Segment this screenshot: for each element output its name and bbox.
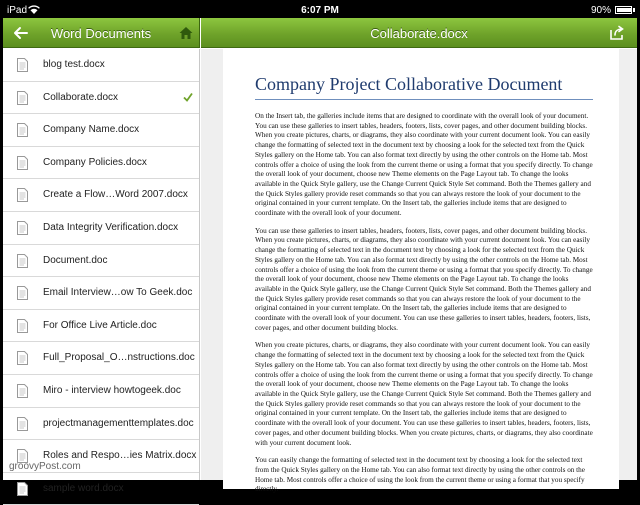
file-list-item[interactable] (3, 408, 199, 441)
file-list (3, 49, 200, 494)
battery-percent: 90% (590, 5, 611, 16)
document-file-icon (17, 123, 28, 137)
document-file-icon (17, 482, 28, 496)
checkmark-icon (183, 92, 193, 102)
file-list-item[interactable] (3, 147, 199, 180)
file-name: Email Interview…ow To Geek.doc (43, 287, 193, 299)
file-name: Document.doc (43, 254, 108, 266)
document-title-bar: Collaborate.docx (370, 26, 468, 41)
file-name: Roles and Respo…ies Matrix.docx (43, 450, 197, 462)
file-name: Miro - interview howtogeek.doc (43, 384, 181, 396)
file-name: Full_Proposal_O…nstructions.doc (43, 352, 195, 364)
file-name: sample word.docx (43, 482, 124, 494)
file-list-item[interactable] (3, 375, 199, 408)
document-file-icon (17, 254, 28, 268)
file-list-item[interactable] (3, 82, 199, 115)
status-bar (3, 3, 637, 18)
carrier-label: iPad (7, 5, 28, 16)
document-page (223, 49, 619, 494)
document-file-icon (17, 91, 28, 105)
document-file-icon (17, 221, 28, 235)
file-name: Company Policies.docx (43, 156, 147, 168)
ipad-screen (3, 3, 637, 494)
document-file-icon (17, 58, 28, 72)
document-file-icon (17, 351, 28, 365)
document-viewer[interactable] (201, 49, 637, 494)
file-list-item[interactable] (3, 310, 199, 343)
document-heading: Company Project Collaborative Document (255, 74, 593, 100)
share-icon[interactable] (609, 25, 625, 41)
home-icon[interactable] (178, 25, 194, 41)
document-paragraph: You can easily change the formatting of selected text in the document text by choosing a look for the selected text from the Quick Styles gallery on the Home tab. You can also format text directly by using the other controls on the Home tab. Most controls offer a choice of using the look from the current theme or using a format that you specify directly. (255, 456, 585, 494)
file-list-item[interactable] (3, 212, 199, 245)
file-name: projectmanagementtemplates.doc (43, 417, 194, 429)
battery-fill (617, 8, 631, 12)
document-file-icon (17, 417, 28, 431)
document-paragraph: You can use these galleries to insert tables, headers, footers, lists, cover pages, and other document building blocks. When you create pictures, charts, or diagrams, they also coordinate with your current document look. You can easily change the formatting of selected text in the document text by choosing a look for the selected text from the Quick Styles gallery on the Home tab. You can also format text directly by using the other controls on the Home tab. Most controls offer a choice of using the look from the current theme or using a format that you specify directly. To change the overall look of your document, choose new Theme elements on the Page Layout tab. To change the looks available in the Quick Style gallery, use the Change Current Quick Style Set command. Both the Themes gallery and the Quick Styles gallery provide reset commands so that you can always restore the look of your document to the original contained in your current template. On the Insert tab, the galleries include items that are designed to coordinate with the overall look of your document. You can use these galleries to insert tables, headers, footers, lists, cover pages, and other document building blocks. (255, 226, 593, 332)
sidebar-header (3, 18, 200, 48)
file-name: Company Name.docx (43, 124, 140, 136)
file-name: Collaborate.docx (43, 91, 119, 103)
file-list-item[interactable] (3, 114, 199, 147)
battery-icon (615, 6, 632, 14)
file-list-item[interactable] (3, 245, 199, 278)
sidebar-title: Word Documents (50, 26, 152, 41)
document-file-icon (17, 156, 28, 170)
file-name: blog test.docx (43, 59, 105, 70)
document-paragraph: When you create pictures, charts, or diagrams, they also coordinate with your current document look. You can easily change the formatting of selected text in the document text by choosing a look for the selected text from the Quick Styles gallery on the Home tab. You can also format text directly by using the other controls on the Home tab. Most controls offer a choice of using the look from the current theme or using a format that you specify directly. To change the overall look of your document, choose new Theme elements on the Page Layout tab. To change the looks available in the Quick Style gallery, use the Change Current Quick Style Set command. Both the Themes gallery and the Quick Styles gallery provide reset commands so that you can always restore the look of your document to the original contained in your current template. On the Insert tab, the galleries include items that are designed to coordinate with the overall look of your document. You can use these galleries to insert tables, headers, footers, lists, cover pages, and other document building blocks. When you create pictures, charts, or diagrams, they also coordinate with your current document look. (255, 341, 593, 447)
document-file-icon (17, 384, 28, 398)
document-file-icon (17, 286, 28, 300)
clock: 6:07 PM (301, 5, 339, 16)
document-paragraph: On the Insert tab, the galleries include items that are designed to coordinate with the overall look of your document. You can use these galleries to insert tables, headers, footers, lists, cover pages, and other document building blocks. When you create pictures, charts, or diagrams, they also coordinate with your current document look. You can easily change the formatting of selected text in the document text by choosing a look for the selected text from the Quick Styles gallery on the Home tab. You can also format text directly by using the other controls on the Home tab. Most controls offer a choice of using the look from the current theme or using a format that you specify directly. To change the overall look of your document, choose new Theme elements on the Page Layout tab. To change the looks available in the Quick Style gallery, use the Change Current Quick Style Set command. Both the Themes gallery and the Quick Styles gallery provide reset commands so that you can always restore the look of your document to the original contained in your current template. On the Insert tab, the galleries include items that are designed to coordinate with the overall look of your document. (255, 112, 593, 218)
file-name: Data Integrity Verification.docx (43, 221, 179, 233)
file-name: For Office Live Article.doc (43, 319, 157, 331)
file-list-item[interactable] (3, 473, 199, 505)
file-list-item[interactable] (3, 49, 199, 82)
document-file-icon (17, 319, 28, 333)
battery-tip (633, 8, 635, 12)
document-header (201, 18, 637, 48)
file-name: Create a Flow…Word 2007.docx (43, 189, 188, 201)
file-list-item[interactable] (3, 277, 199, 310)
watermark: groovyPost.com (9, 461, 81, 472)
document-file-icon (17, 188, 28, 202)
file-list-item[interactable] (3, 179, 199, 212)
file-list-item[interactable] (3, 342, 199, 375)
